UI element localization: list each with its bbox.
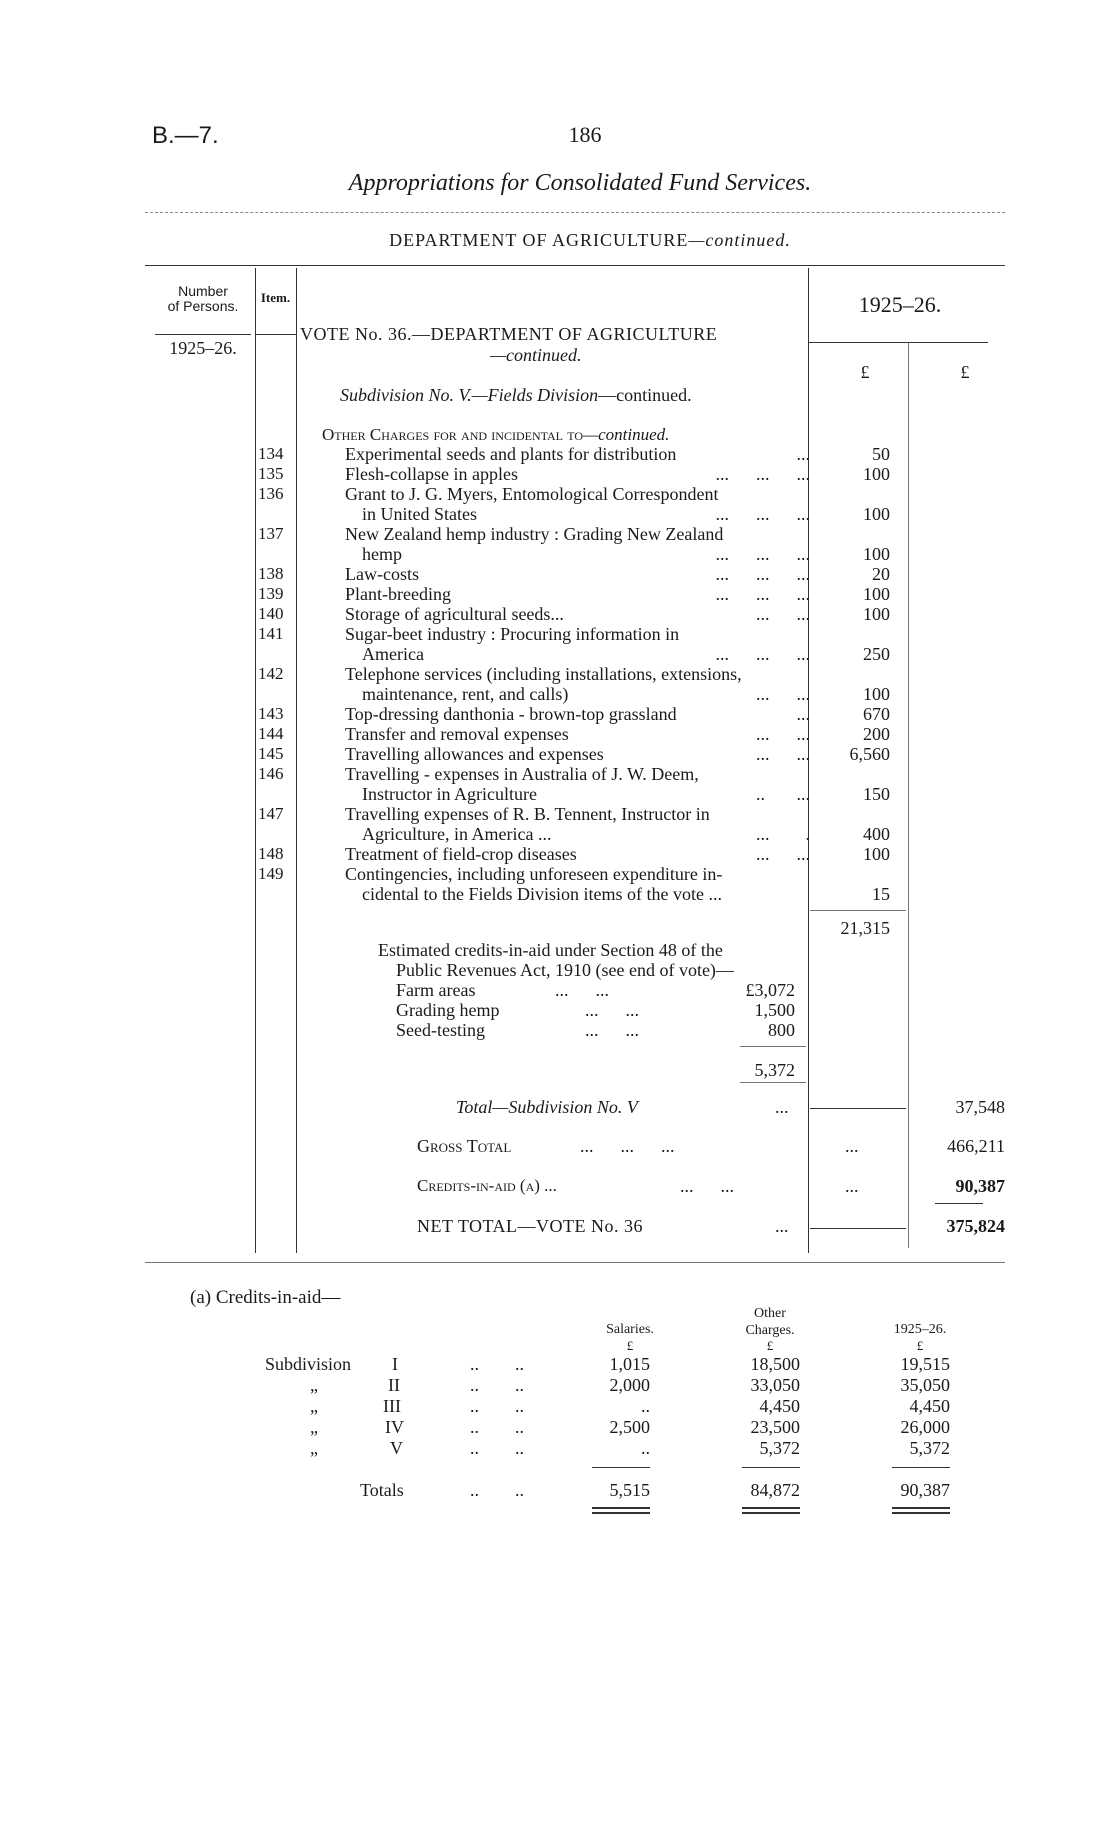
net-total-amount: 375,824	[946, 1216, 1005, 1236]
item-description	[345, 804, 810, 824]
item-description: Top-dressing danthonia - brown-top grassland ...	[345, 704, 810, 724]
page-number: 186	[568, 122, 602, 147]
credits-total: 5,372	[754, 1060, 795, 1080]
vote-title-cont: —continued.	[490, 345, 582, 365]
item-description	[345, 484, 810, 504]
persons-rule	[155, 334, 251, 335]
footnote-row-sub: IV	[385, 1417, 404, 1437]
item-amount: 100	[863, 464, 890, 484]
item-text: Travelling allowances and expenses	[345, 744, 604, 764]
credit-entry-amount: 800	[768, 1020, 795, 1040]
department-heading	[240, 230, 940, 251]
footnote-total-year: 90,387	[900, 1480, 950, 1500]
footnote-double-rule	[592, 1512, 650, 1514]
item-amount: 6,560	[849, 744, 890, 764]
vote-title: VOTE No. 36.—DEPARTMENT OF AGRICULTURE	[300, 324, 718, 344]
footnote-row-ditto: „	[310, 1375, 318, 1395]
item-number: 145	[258, 744, 284, 763]
footnote-pound: £	[626, 1338, 634, 1353]
total-dots: ... ... ...	[580, 1136, 675, 1156]
page-code: B.—7.	[152, 122, 219, 149]
col-rule-item	[296, 268, 297, 1253]
footnote-row-salaries: 2,000	[609, 1375, 650, 1395]
footnote-double-rule	[742, 1512, 800, 1514]
credits-rule	[740, 1046, 806, 1047]
footnote-double-rule	[742, 1507, 800, 1509]
item-number: 141	[258, 624, 284, 643]
item-text: Treatment of field-crop diseases	[345, 844, 577, 864]
item-description: Storage of agricultural seeds... ... ...	[345, 604, 810, 624]
footnote-col-year: 1925–26.	[893, 1322, 947, 1337]
item-number: 149	[258, 864, 284, 883]
credit-entry-dots: ... ...	[555, 980, 609, 1000]
year-rule	[808, 342, 988, 343]
footnote-col-other-line2: Charges.	[745, 1323, 795, 1338]
col-pound-1: £	[860, 362, 870, 382]
footnote-row-year: 26,000	[900, 1417, 950, 1437]
credits-in-aid-rule	[935, 1203, 983, 1204]
item-number: 139	[258, 584, 284, 603]
item-text: hemp	[362, 544, 402, 564]
item-number: 148	[258, 844, 284, 863]
footnote-row-salaries: ..	[641, 1396, 650, 1416]
footnote-rule	[742, 1467, 800, 1468]
footnote-total-salaries: 5,515	[609, 1480, 650, 1500]
footnote-col-salaries: Salaries.	[606, 1322, 654, 1337]
item-text: Travelling - expenses in Australia of J. W. Deem,	[345, 764, 699, 784]
col-rule-amount	[908, 343, 909, 1248]
item-number: 140	[258, 604, 284, 623]
footnote-row-ditto: „	[310, 1417, 318, 1437]
credits-rule-lower	[740, 1082, 806, 1083]
net-total-dash	[810, 1228, 906, 1229]
item-text: Telephone services (including installations, extensions,	[345, 664, 742, 684]
item-text: Instructor in Agriculture	[362, 784, 537, 804]
item-amount: 100	[863, 844, 890, 864]
credit-entry-label: Grading hemp	[396, 1000, 500, 1020]
item-text: New Zealand hemp industry : Grading New Zealand	[345, 524, 724, 544]
footnote-row-sub: III	[383, 1396, 401, 1416]
item-description: Travelling allowances and expenses ... ...	[345, 744, 810, 764]
item-text: Flesh-collapse in apples	[345, 464, 518, 484]
footnote-row-other: 5,372	[759, 1438, 800, 1458]
total-subdivision-label: Total—Subdivision No. V	[456, 1097, 638, 1117]
item-amount: 100	[863, 584, 890, 604]
subdivision-cont: —continued.	[598, 385, 692, 405]
item-number: 137	[258, 524, 284, 543]
item-amount: 670	[863, 704, 890, 724]
footnote-row-year: 4,450	[909, 1396, 950, 1416]
item-rule	[255, 334, 296, 335]
footnote-row-salaries: 1,015	[609, 1354, 650, 1374]
item-amount: 100	[863, 684, 890, 704]
section-name: Other Charges for and incidental to	[322, 425, 584, 444]
footnote-rule	[592, 1467, 650, 1468]
total-dots: ... ...	[680, 1176, 734, 1196]
footnote-row-year: 5,372	[909, 1438, 950, 1458]
item-text: Contingencies, including unforeseen expenditure in-	[345, 864, 723, 884]
item-number: 135	[258, 464, 284, 483]
item-text: Experimental seeds and plants for distribution	[345, 444, 677, 464]
item-number: 138	[258, 564, 284, 583]
item-amount: 100	[863, 604, 890, 624]
item-amount: 400	[863, 824, 890, 844]
subdivision-heading	[340, 385, 692, 406]
footnote-row-year: 19,515	[900, 1354, 950, 1374]
footnote-row-dots: .. ..	[470, 1375, 524, 1395]
footnote-row-ditto: „	[310, 1396, 318, 1416]
item-number: 142	[258, 664, 284, 683]
col-header-persons	[155, 284, 251, 314]
footnote-row-other: 23,500	[750, 1417, 800, 1437]
total-dots: ...	[775, 1097, 789, 1117]
total-dots: ...	[845, 1176, 859, 1196]
footnote-col-other-line1: Other	[754, 1306, 786, 1321]
item-number: 144	[258, 724, 284, 743]
item-text: Plant-breeding	[345, 584, 451, 604]
footnote-row-dots: .. ..	[470, 1438, 524, 1458]
gross-total-label: Gross Total	[417, 1136, 512, 1156]
section-heading	[322, 425, 669, 445]
footnote-row-sub: V	[390, 1438, 403, 1458]
footnote-row-dots: .. ..	[470, 1480, 524, 1500]
item-text: in United States	[362, 504, 477, 524]
subtotal-amount: 21,315	[840, 918, 890, 938]
total-dash	[810, 1108, 906, 1109]
credits-line-2: Public Revenues Act, 1910 (see end of vote)—	[396, 960, 734, 980]
col-header-year: 1925–26.	[858, 292, 942, 317]
item-text: maintenance, rent, and calls)	[362, 684, 569, 704]
item-description	[345, 864, 810, 884]
item-description-cont: Agriculture, in America ... ... .	[362, 824, 810, 844]
credit-entry-dots: ... ...	[585, 1020, 639, 1040]
item-amount: 100	[863, 504, 890, 524]
item-text: Sugar-beet industry : Procuring information in	[345, 624, 680, 644]
footnote-row-sub: II	[388, 1375, 400, 1395]
footnote-double-rule	[892, 1512, 950, 1514]
col-rule-persons	[255, 268, 256, 1253]
item-description: Transfer and removal expenses ... ...	[345, 724, 810, 744]
footnote-row-year: 35,050	[900, 1375, 950, 1395]
footnote-row-other: 4,450	[759, 1396, 800, 1416]
item-text: Storage of agricultural seeds...	[345, 604, 564, 624]
credit-entry-dots: ... ...	[585, 1000, 639, 1020]
footnote-row-dots: .. ..	[470, 1417, 524, 1437]
footnote-row-ditto: „	[310, 1438, 318, 1458]
subtotal-rule	[810, 910, 906, 911]
credit-entry-label: Seed-testing	[396, 1020, 485, 1040]
col-header-persons-line1: Number	[178, 283, 228, 299]
item-number: 134	[258, 444, 284, 463]
total-dots: ...	[775, 1216, 789, 1236]
footnote-row-other: 18,500	[750, 1354, 800, 1374]
item-text: Law-costs	[345, 564, 419, 584]
item-text: Grant to J. G. Myers, Entomological Correspondent	[345, 484, 719, 504]
footnote-row-sub: I	[392, 1354, 398, 1374]
item-description-cont: in United States ... ... ...	[362, 504, 810, 524]
footnote-double-rule	[892, 1507, 950, 1509]
item-description: Plant-breeding ... ... ...	[345, 584, 810, 604]
header-rule	[145, 212, 1005, 213]
total-subdivision-amount: 37,548	[955, 1097, 1005, 1117]
item-description-cont: maintenance, rent, and calls) ... ...	[362, 684, 810, 704]
item-description: Flesh-collapse in apples ... ... ...	[345, 464, 810, 484]
page-title: Appropriations for Consolidated Fund Services.	[348, 170, 812, 196]
footnote-pound: £	[916, 1338, 924, 1353]
credit-entry-label: Farm areas	[396, 980, 476, 1000]
table-bottom-rule	[145, 1262, 1005, 1263]
net-total-label: NET TOTAL—VOTE No. 36	[417, 1216, 644, 1236]
footnote-heading: (a) Credits-in-aid—	[190, 1287, 341, 1308]
item-amount: 250	[863, 644, 890, 664]
item-amount: 15	[872, 884, 890, 904]
footnote-pound: £	[766, 1338, 774, 1353]
item-description	[345, 524, 810, 544]
footnote-row-salaries: 2,500	[609, 1417, 650, 1437]
item-amount: 150	[863, 784, 890, 804]
col-header-persons-line2: of Persons.	[167, 298, 239, 314]
subdivision-name: Subdivision No. V.—Fields Division	[340, 385, 599, 405]
footnote-row-salaries: ..	[641, 1438, 650, 1458]
gross-total-amount: 466,211	[947, 1136, 1005, 1156]
item-description-cont	[362, 884, 810, 904]
item-description	[345, 664, 810, 684]
item-description: Experimental seeds and plants for distribution ...	[345, 444, 810, 464]
credit-entry-amount: £3,072	[745, 980, 795, 1000]
table-top-rule	[145, 265, 1005, 266]
item-description	[345, 764, 810, 784]
item-description-cont: hemp ... ... ...	[362, 544, 810, 564]
item-text: Agriculture, in America ...	[362, 824, 552, 844]
item-description-cont: Instructor in Agriculture .. ...	[362, 784, 810, 804]
total-dots: ...	[845, 1136, 859, 1156]
footnote-total-other: 84,872	[750, 1480, 800, 1500]
item-text: cidental to the Fields Division items of the vote ...	[362, 884, 722, 904]
col-pound-2: £	[960, 362, 970, 382]
footnote-row-dots: .. ..	[470, 1354, 524, 1374]
footnote-double-rule	[592, 1507, 650, 1509]
item-number: 147	[258, 804, 284, 823]
item-description: Law-costs ... ... ...	[345, 564, 810, 584]
item-number: 143	[258, 704, 284, 723]
item-amount: 100	[863, 544, 890, 564]
item-number: 146	[258, 764, 284, 783]
section-cont: —continued.	[583, 425, 670, 444]
footnote-row-dots: .. ..	[470, 1396, 524, 1416]
item-description-cont: America ... ... ...	[362, 644, 810, 664]
credits-in-aid-label: Credits-in-aid (a) ...	[417, 1176, 557, 1195]
footnote-totals-label: Totals	[360, 1480, 404, 1500]
item-text: Transfer and removal expenses	[345, 724, 569, 744]
col-header-item: Item.	[260, 290, 291, 305]
item-text: America	[362, 644, 424, 664]
department-suffix: —continued.	[688, 230, 791, 250]
footnote-row-label: Subdivision	[265, 1354, 352, 1374]
item-description	[345, 624, 810, 644]
item-amount: 50	[872, 444, 890, 464]
credit-entry-amount: 1,500	[754, 1000, 795, 1020]
department-name: DEPARTMENT OF AGRICULTURE	[389, 230, 689, 250]
item-text: Top-dressing danthonia - brown-top grassland	[345, 704, 677, 724]
item-amount: 200	[863, 724, 890, 744]
credits-in-aid-amount: 90,387	[955, 1176, 1005, 1196]
footnote-row-other: 33,050	[750, 1375, 800, 1395]
item-description: Treatment of field-crop diseases ... ...	[345, 844, 810, 864]
item-amount: 20	[872, 564, 890, 584]
footnote-rule	[892, 1467, 950, 1468]
col-header-year-persons: 1925–26.	[169, 338, 237, 358]
credits-line-1: Estimated credits-in-aid under Section 48 of the	[378, 940, 723, 960]
footnote-col-other	[720, 1305, 820, 1339]
item-number: 136	[258, 484, 284, 503]
item-text: Travelling expenses of R. B. Tennent, Instructor in	[345, 804, 710, 824]
